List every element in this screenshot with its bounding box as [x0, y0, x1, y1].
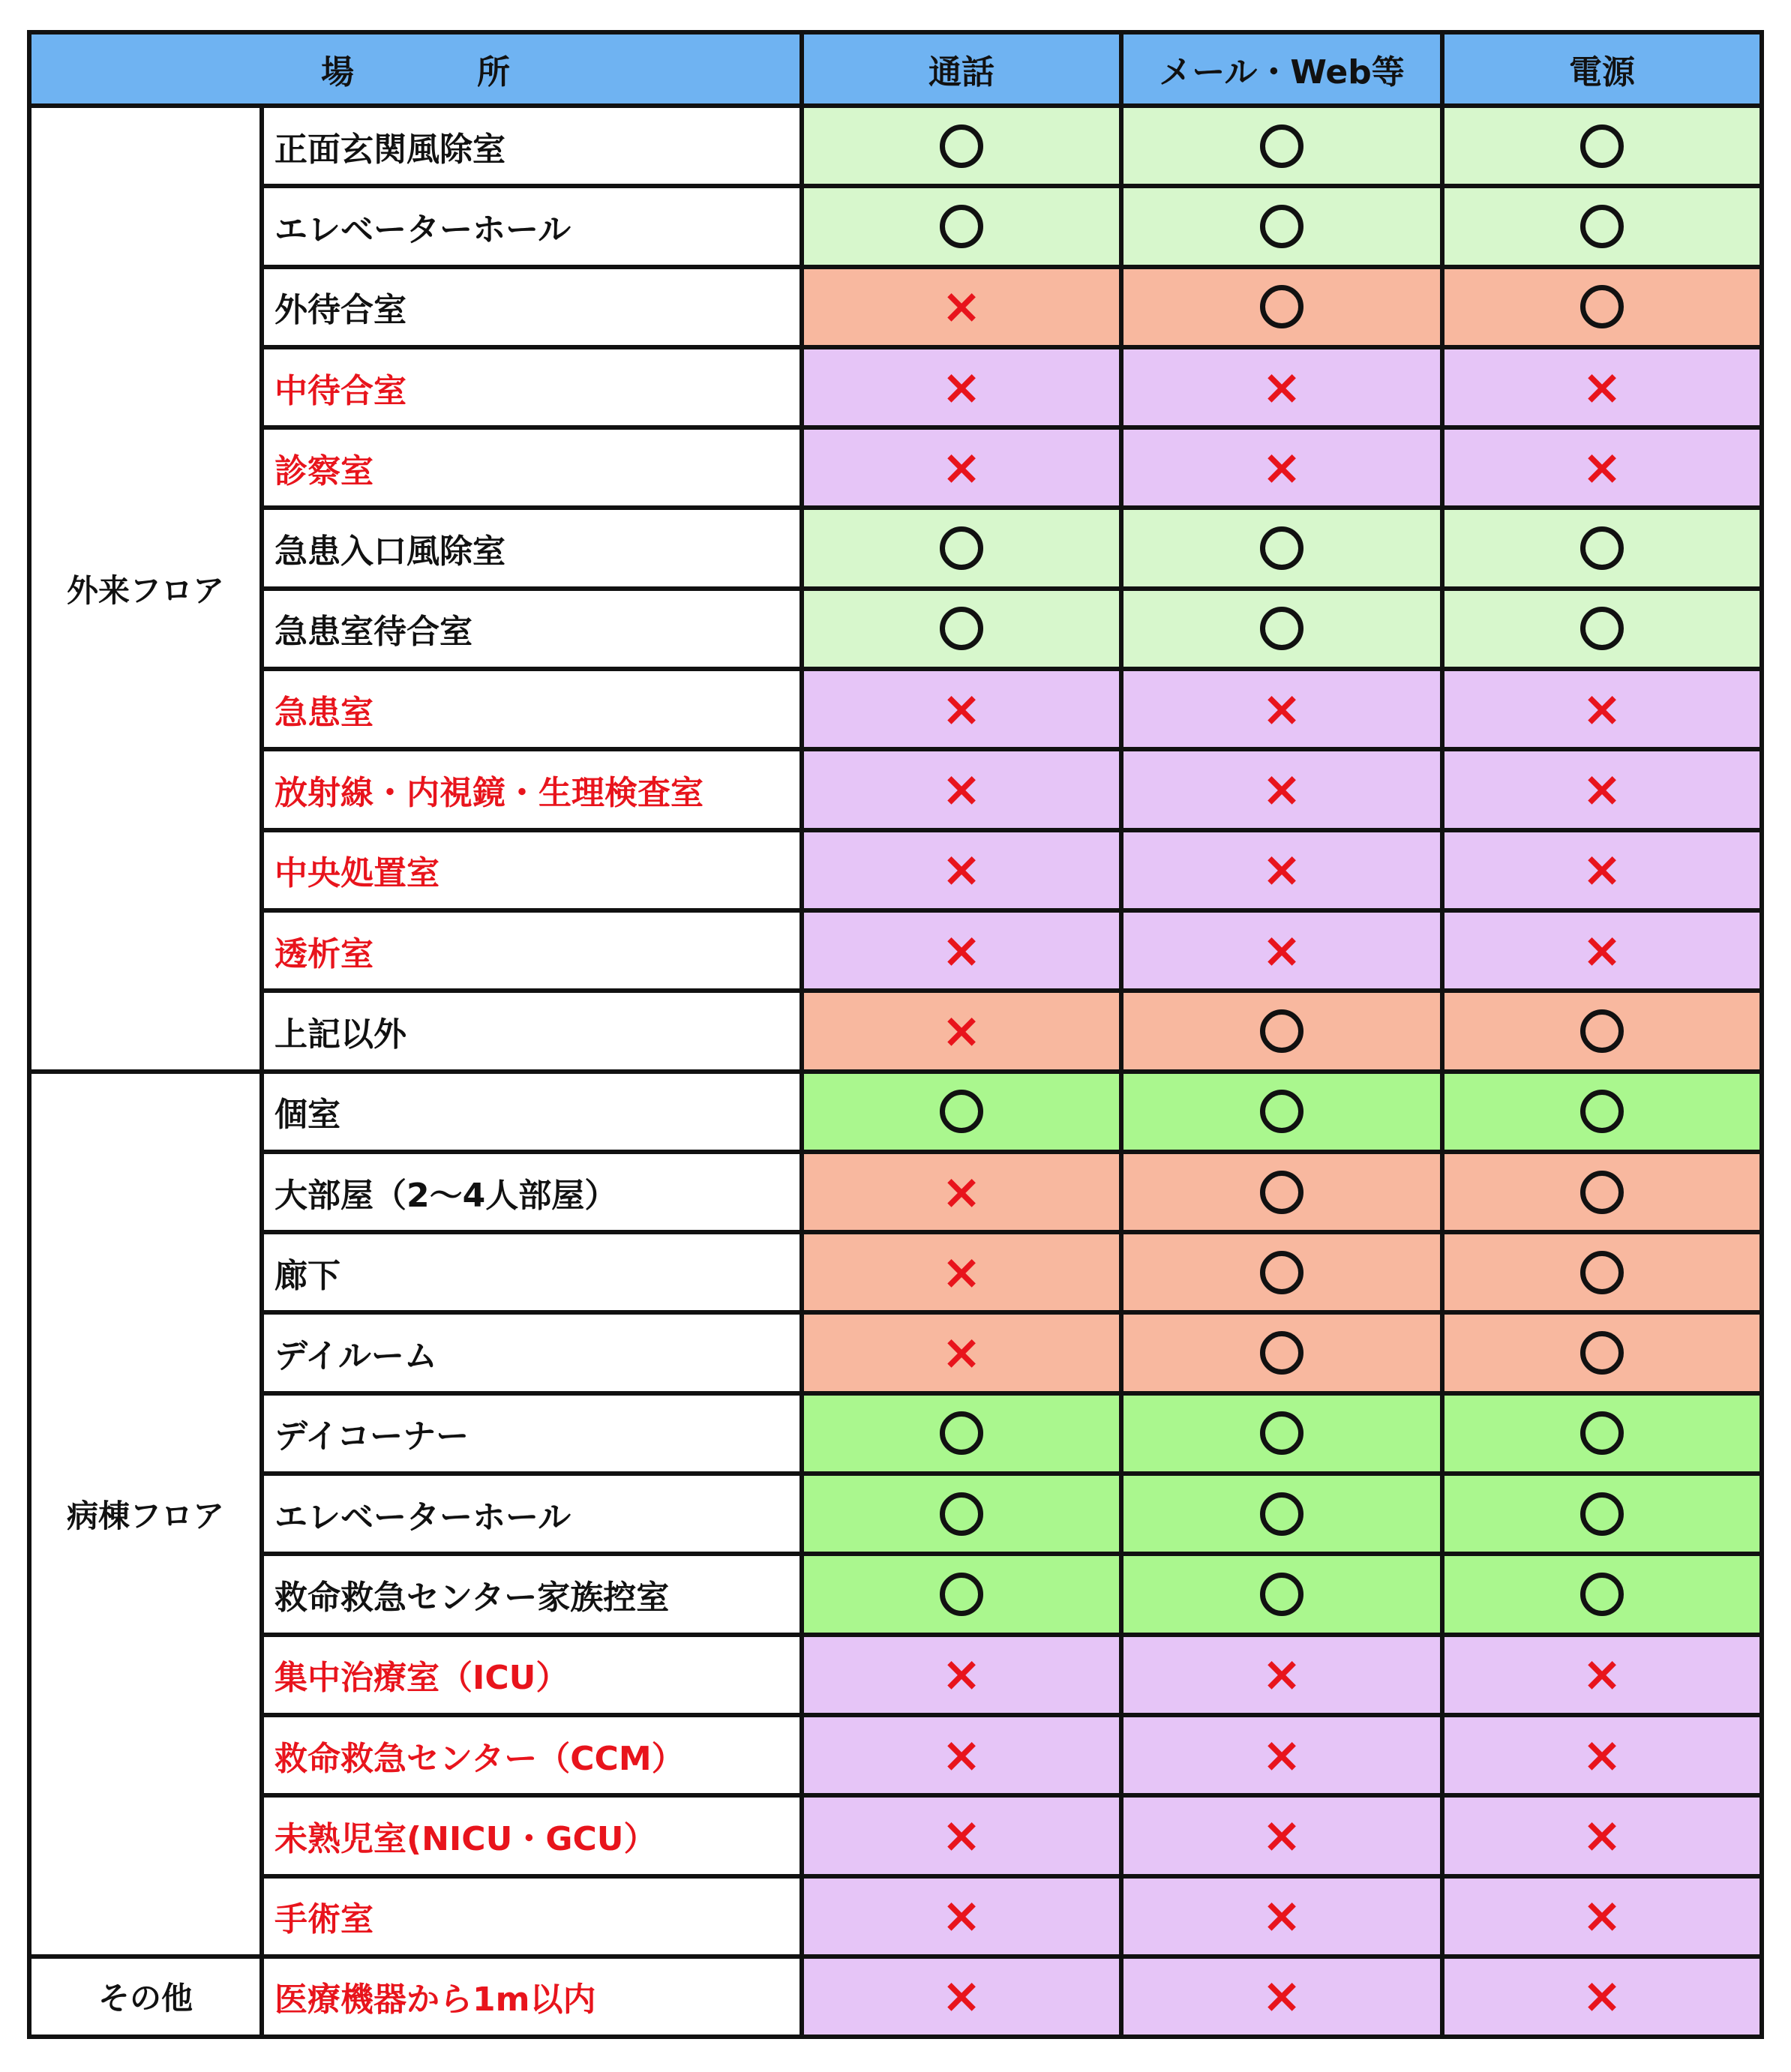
call-mark-cell: [802, 1795, 1121, 1876]
forbidden-cross-icon: ×: [941, 922, 982, 979]
area-cell: 病棟フロア: [29, 1072, 262, 1957]
room-cell: 手術室: [262, 1876, 802, 1957]
forbidden-cross-icon: ×: [941, 762, 982, 818]
forbidden-cross-icon: ×: [941, 1164, 982, 1220]
call-mark-cell: [802, 1876, 1121, 1957]
power-mark-cell: [1442, 1312, 1762, 1393]
forbidden-cross-icon: ×: [1262, 439, 1302, 496]
phone-usage-table: [27, 30, 1764, 2039]
forbidden-cross-icon: ×: [1582, 1647, 1622, 1703]
power-mark-cell: [1442, 1072, 1762, 1152]
mail-web-mark-cell: [1121, 1554, 1442, 1634]
call-mark-cell: [802, 1474, 1121, 1554]
mail-web-mark-cell: [1121, 1474, 1442, 1554]
table-row: [29, 186, 1762, 266]
forbidden-cross-icon: ×: [1582, 762, 1622, 818]
allowed-circle-icon: [1580, 1492, 1624, 1536]
allowed-circle-icon: [940, 205, 983, 248]
table-row: [29, 1232, 1762, 1312]
mail-web-mark-cell: [1121, 267, 1442, 347]
call-mark-cell: [802, 830, 1121, 910]
mail-web-mark-cell: [1121, 1957, 1442, 2037]
header-power: 電源: [1442, 32, 1762, 106]
power-mark-cell: [1442, 1715, 1762, 1795]
call-mark-cell: [802, 991, 1121, 1071]
allowed-circle-icon: [940, 607, 983, 650]
room-cell: 診察室: [262, 427, 802, 508]
mail-web-mark-cell: [1121, 347, 1442, 427]
call-mark-cell: [802, 1152, 1121, 1232]
mail-web-mark-cell: [1121, 669, 1442, 749]
mail-web-mark-cell: [1121, 1635, 1442, 1715]
forbidden-cross-icon: ×: [1582, 1807, 1622, 1864]
room-cell: 大部屋（2～4人部屋）: [262, 1152, 802, 1232]
mail-web-mark-cell: [1121, 508, 1442, 588]
room-cell: 未熟児室(NICU・GCU）: [262, 1795, 802, 1876]
allowed-circle-icon: [1580, 205, 1624, 248]
room-cell: 上記以外: [262, 991, 802, 1071]
forbidden-cross-icon: ×: [941, 279, 982, 335]
power-mark-cell: [1442, 106, 1762, 186]
room-cell: 外待合室: [262, 267, 802, 347]
call-mark-cell: [802, 1312, 1121, 1393]
header-mail-web: メール・Web等: [1121, 32, 1442, 106]
mail-web-mark-cell: [1121, 106, 1442, 186]
room-cell: エレベーターホール: [262, 1474, 802, 1554]
table-row: [29, 1876, 1762, 1957]
allowed-circle-icon: [1580, 1251, 1624, 1294]
call-mark-cell: [802, 1957, 1121, 2037]
allowed-circle-icon: [1580, 1573, 1624, 1616]
power-mark-cell: [1442, 427, 1762, 508]
table-body: [29, 106, 1762, 2037]
table-row: [29, 1554, 1762, 1634]
forbidden-cross-icon: ×: [941, 1647, 982, 1703]
call-mark-cell: [802, 508, 1121, 588]
allowed-circle-icon: [940, 1411, 983, 1455]
call-mark-cell: [802, 1554, 1121, 1634]
allowed-circle-icon: [1580, 1411, 1624, 1455]
power-mark-cell: [1442, 910, 1762, 991]
mail-web-mark-cell: [1121, 1795, 1442, 1876]
power-mark-cell: [1442, 1795, 1762, 1876]
allowed-circle-icon: [1260, 1411, 1304, 1455]
power-mark-cell: [1442, 1393, 1762, 1474]
allowed-circle-icon: [1260, 1171, 1304, 1214]
header-call: 通話: [802, 32, 1121, 106]
forbidden-cross-icon: ×: [941, 439, 982, 496]
allowed-circle-icon: [1580, 1090, 1624, 1133]
allowed-circle-icon: [1260, 285, 1304, 328]
room-cell: 急患入口風除室: [262, 508, 802, 588]
mail-web-mark-cell: [1121, 1876, 1442, 1957]
table-row: [29, 830, 1762, 910]
mail-web-mark-cell: [1121, 910, 1442, 991]
header-place: 場 所: [29, 32, 802, 106]
allowed-circle-icon: [1260, 607, 1304, 650]
allowed-circle-icon: [1580, 1331, 1624, 1375]
allowed-circle-icon: [940, 526, 983, 570]
room-cell: 中央処置室: [262, 830, 802, 910]
table-row: [29, 1715, 1762, 1795]
room-cell: デイルーム: [262, 1312, 802, 1393]
forbidden-cross-icon: ×: [941, 681, 982, 737]
allowed-circle-icon: [1260, 1331, 1304, 1375]
forbidden-cross-icon: ×: [1582, 922, 1622, 979]
forbidden-cross-icon: ×: [1262, 359, 1302, 415]
table-row: [29, 1635, 1762, 1715]
power-mark-cell: [1442, 186, 1762, 266]
room-cell: 正面玄関風除室: [262, 106, 802, 186]
call-mark-cell: [802, 1635, 1121, 1715]
room-cell: 急患室待合室: [262, 589, 802, 669]
header-row: [29, 32, 1762, 106]
power-mark-cell: [1442, 508, 1762, 588]
allowed-circle-icon: [1260, 1573, 1304, 1616]
area-cell: 外来フロア: [29, 106, 262, 1072]
area-cell: その他: [29, 1957, 262, 2037]
mail-web-mark-cell: [1121, 427, 1442, 508]
room-cell: 救命救急センター家族控室: [262, 1554, 802, 1634]
allowed-circle-icon: [940, 1090, 983, 1133]
power-mark-cell: [1442, 830, 1762, 910]
power-mark-cell: [1442, 1957, 1762, 2037]
power-mark-cell: [1442, 267, 1762, 347]
power-mark-cell: [1442, 991, 1762, 1071]
room-cell: 放射線・内視鏡・生理検査室: [262, 749, 802, 829]
allowed-circle-icon: [1260, 1251, 1304, 1294]
call-mark-cell: [802, 267, 1121, 347]
call-mark-cell: [802, 589, 1121, 669]
call-mark-cell: [802, 347, 1121, 427]
allowed-circle-icon: [1580, 526, 1624, 570]
allowed-circle-icon: [940, 124, 983, 168]
power-mark-cell: [1442, 1635, 1762, 1715]
forbidden-cross-icon: ×: [941, 842, 982, 898]
forbidden-cross-icon: ×: [941, 1969, 982, 2025]
mail-web-mark-cell: [1121, 1072, 1442, 1152]
table-row: [29, 991, 1762, 1071]
forbidden-cross-icon: ×: [1582, 681, 1622, 737]
call-mark-cell: [802, 1072, 1121, 1152]
room-cell: デイコーナー: [262, 1393, 802, 1474]
call-mark-cell: [802, 1715, 1121, 1795]
power-mark-cell: [1442, 1152, 1762, 1232]
mail-web-mark-cell: [1121, 186, 1442, 266]
allowed-circle-icon: [1580, 124, 1624, 168]
allowed-circle-icon: [1260, 1090, 1304, 1133]
table-row: [29, 347, 1762, 427]
forbidden-cross-icon: ×: [1262, 842, 1302, 898]
table-row: [29, 508, 1762, 588]
table-row: [29, 1312, 1762, 1393]
call-mark-cell: [802, 186, 1121, 266]
power-mark-cell: [1442, 1554, 1762, 1634]
table-row: [29, 749, 1762, 829]
allowed-circle-icon: [1260, 1009, 1304, 1053]
table-row: [29, 1393, 1762, 1474]
power-mark-cell: [1442, 589, 1762, 669]
table-row: [29, 1957, 1762, 2037]
forbidden-cross-icon: ×: [1582, 439, 1622, 496]
mail-web-mark-cell: [1121, 991, 1442, 1071]
mail-web-mark-cell: [1121, 1715, 1442, 1795]
forbidden-cross-icon: ×: [1262, 681, 1302, 737]
room-cell: 中待合室: [262, 347, 802, 427]
power-mark-cell: [1442, 749, 1762, 829]
call-mark-cell: [802, 749, 1121, 829]
table-row: [29, 589, 1762, 669]
power-mark-cell: [1442, 669, 1762, 749]
mail-web-mark-cell: [1121, 1312, 1442, 1393]
forbidden-cross-icon: ×: [1582, 1727, 1622, 1783]
call-mark-cell: [802, 427, 1121, 508]
forbidden-cross-icon: ×: [941, 1888, 982, 1945]
forbidden-cross-icon: ×: [941, 1003, 982, 1059]
table-row: [29, 106, 1762, 186]
allowed-circle-icon: [1580, 1171, 1624, 1214]
forbidden-cross-icon: ×: [1262, 1647, 1302, 1703]
room-cell: 個室: [262, 1072, 802, 1152]
allowed-circle-icon: [1260, 1492, 1304, 1536]
room-cell: 透析室: [262, 910, 802, 991]
power-mark-cell: [1442, 347, 1762, 427]
forbidden-cross-icon: ×: [1262, 1807, 1302, 1864]
forbidden-cross-icon: ×: [941, 359, 982, 415]
allowed-circle-icon: [1260, 205, 1304, 248]
forbidden-cross-icon: ×: [1262, 1888, 1302, 1945]
forbidden-cross-icon: ×: [1582, 842, 1622, 898]
forbidden-cross-icon: ×: [1582, 1888, 1622, 1945]
mail-web-mark-cell: [1121, 830, 1442, 910]
table-row: [29, 267, 1762, 347]
forbidden-cross-icon: ×: [941, 1244, 982, 1300]
room-cell: エレベーターホール: [262, 186, 802, 266]
table-row: [29, 1072, 1762, 1152]
forbidden-cross-icon: ×: [941, 1325, 982, 1381]
mail-web-mark-cell: [1121, 1393, 1442, 1474]
room-cell: 廊下: [262, 1232, 802, 1312]
forbidden-cross-icon: ×: [1262, 1727, 1302, 1783]
forbidden-cross-icon: ×: [941, 1807, 982, 1864]
forbidden-cross-icon: ×: [1582, 1969, 1622, 2025]
room-cell: 医療機器から1m以内: [262, 1957, 802, 2037]
table-row: [29, 427, 1762, 508]
call-mark-cell: [802, 910, 1121, 991]
forbidden-cross-icon: ×: [1582, 359, 1622, 415]
mail-web-mark-cell: [1121, 589, 1442, 669]
call-mark-cell: [802, 106, 1121, 186]
power-mark-cell: [1442, 1876, 1762, 1957]
allowed-circle-icon: [940, 1492, 983, 1536]
table-row: [29, 669, 1762, 749]
allowed-circle-icon: [1260, 124, 1304, 168]
forbidden-cross-icon: ×: [1262, 1969, 1302, 2025]
room-cell: 急患室: [262, 669, 802, 749]
room-cell: 救命救急センター（CCM）: [262, 1715, 802, 1795]
call-mark-cell: [802, 1393, 1121, 1474]
call-mark-cell: [802, 1232, 1121, 1312]
allowed-circle-icon: [1580, 1009, 1624, 1053]
forbidden-cross-icon: ×: [1262, 762, 1302, 818]
power-mark-cell: [1442, 1232, 1762, 1312]
room-cell: 集中治療室（ICU）: [262, 1635, 802, 1715]
table-row: [29, 1795, 1762, 1876]
mail-web-mark-cell: [1121, 749, 1442, 829]
table-row: [29, 910, 1762, 991]
table-row: [29, 1474, 1762, 1554]
allowed-circle-icon: [1580, 285, 1624, 328]
allowed-circle-icon: [940, 1573, 983, 1616]
mail-web-mark-cell: [1121, 1152, 1442, 1232]
power-mark-cell: [1442, 1474, 1762, 1554]
table-row: [29, 1152, 1762, 1232]
call-mark-cell: [802, 669, 1121, 749]
forbidden-cross-icon: ×: [941, 1727, 982, 1783]
allowed-circle-icon: [1260, 526, 1304, 570]
mail-web-mark-cell: [1121, 1232, 1442, 1312]
allowed-circle-icon: [1580, 607, 1624, 650]
forbidden-cross-icon: ×: [1262, 922, 1302, 979]
